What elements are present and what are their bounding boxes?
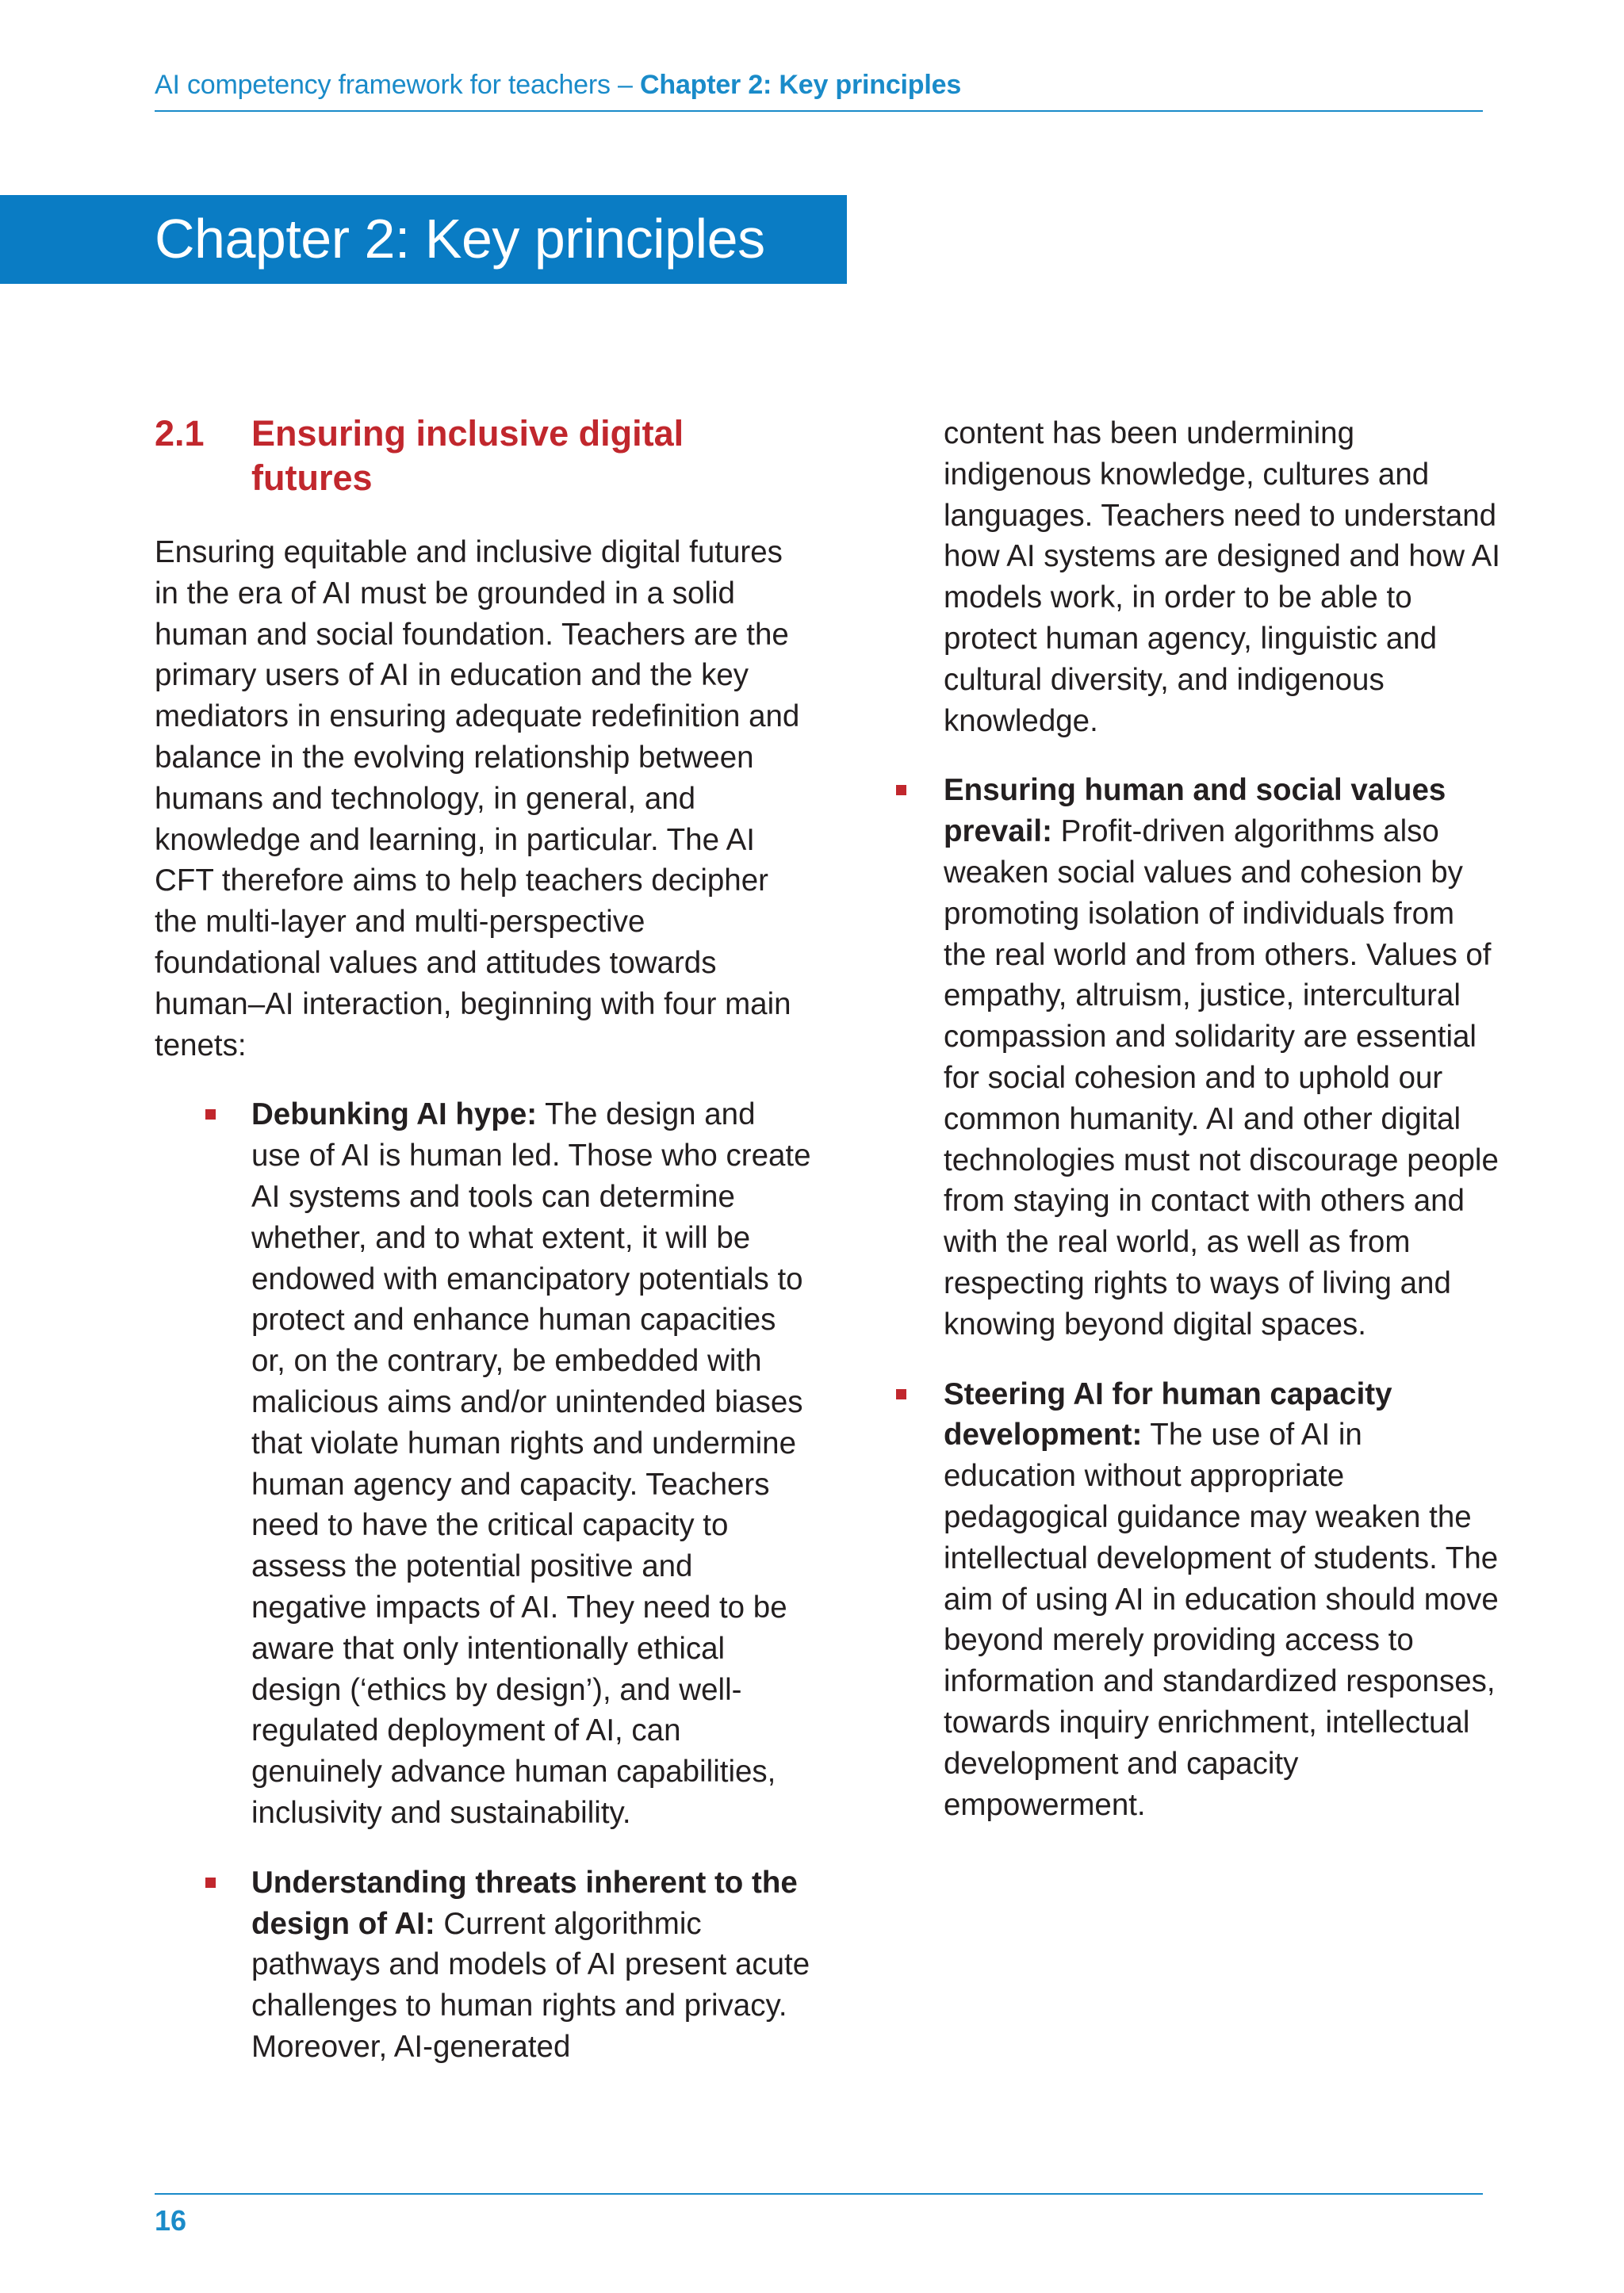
tenet-lead: Understanding threats inherent to the design of AI: xyxy=(251,1865,798,1941)
tenet-steering-ai xyxy=(884,1374,1503,1826)
tenet-text: Profit-driven algorithms also weaken social values and cohesion by promoting isolation of individuals from the real world and from others. Values of empathy, altruism, justice, intercultural compassion and solidarity are essential for social cohesion and to uphold our common humanity. AI and other digital technologies must not discourage people from staying in contact with others and with the real world, as well as from respecting rights to ways of living and knowing beyond digital spaces. xyxy=(944,814,1499,1342)
tenet-lead: Steering AI for human capacity development: xyxy=(944,1376,1392,1453)
bullet-square-icon xyxy=(896,1389,906,1399)
tenet-understanding-threats xyxy=(155,1862,813,2068)
right-column xyxy=(884,413,1503,1854)
running-header-doc-title: AI competency framework for teachers – xyxy=(155,70,641,100)
chapter-title: Chapter 2: Key principles xyxy=(155,208,765,270)
tenet-lead: Debunking AI hype: xyxy=(251,1097,538,1132)
tenet-text: The use of AI in education without appropriate pedagogical guidance may weaken the intellectual development of students. The aim of using AI in education should move beyond merely providing access to information and standardized responses, towards inquiry enrichment, intellectual development and capacity empowerment. xyxy=(944,1418,1499,1822)
bullet-square-icon xyxy=(205,1109,216,1120)
running-header-chapter: Chapter 2: Key principles xyxy=(640,70,962,100)
tenet-text: Current algorithmic pathways and models of AI present acute challenges to human rights and privacy. Moreover, AI-generated xyxy=(251,1906,810,2064)
tenets-list-left xyxy=(155,1094,813,2067)
tenet-text: The design and use of AI is human led. Those who create AI systems and tools can determine whether, and to what extent, it will be endowed with emancipatory potentials to protect and enhance human capacities or, on the contrary, be embedded with malicious aims and/or unintended biases that violate human rights and undermine human agency and capacity. Teachers need to have the critical capacity to assess the potential positive and negative impacts of AI. They need to be aware that only intentionally ethical design (‘ethics by design’), and well-regulated deployment of AI, can genuinely advance human capabilities, inclusivity and sustainability. xyxy=(251,1097,811,1830)
footer-rule xyxy=(155,2193,1483,2195)
left-column xyxy=(155,408,813,2096)
tenet-lead: Ensuring human and social values prevail: xyxy=(944,773,1446,849)
tenets-list-right xyxy=(884,770,1503,1825)
tenet-human-social-values xyxy=(884,770,1503,1345)
tenet-understanding-threats-continuation: content has been undermining indigenous knowledge, cultures and languages. Teachers need to understand how AI systems are designed and how AI models work, in order to be able to protect human agency, linguistic and cultural diversity, and indigenous knowledge. xyxy=(944,416,1500,738)
section-number: 2.1 xyxy=(155,413,205,454)
section-intro-paragraph: Ensuring equitable and inclusive digital futures in the era of AI must be grounded in a solid human and social foundation. Teachers are the primary users of AI in education and the key mediators in ensuring adequate redefinition and balance in the evolving relationship between humans and technology, in general, and knowledge and learning, in particular. The AI CFT therefore aims to help teachers decipher the multi-layer and multi-perspective foundational values and attitudes towards human–AI interaction, beginning with four main tenets: xyxy=(155,535,800,1062)
bullet-square-icon xyxy=(896,785,906,795)
section-heading xyxy=(155,412,813,500)
page-number: 16 xyxy=(155,2204,187,2237)
section-title: Ensuring inclusive digital futures xyxy=(251,413,684,498)
running-header xyxy=(155,70,961,101)
tenet-debunking-ai-hype xyxy=(155,1094,813,1833)
bullet-square-icon xyxy=(205,1878,216,1888)
header-rule xyxy=(155,110,1483,112)
